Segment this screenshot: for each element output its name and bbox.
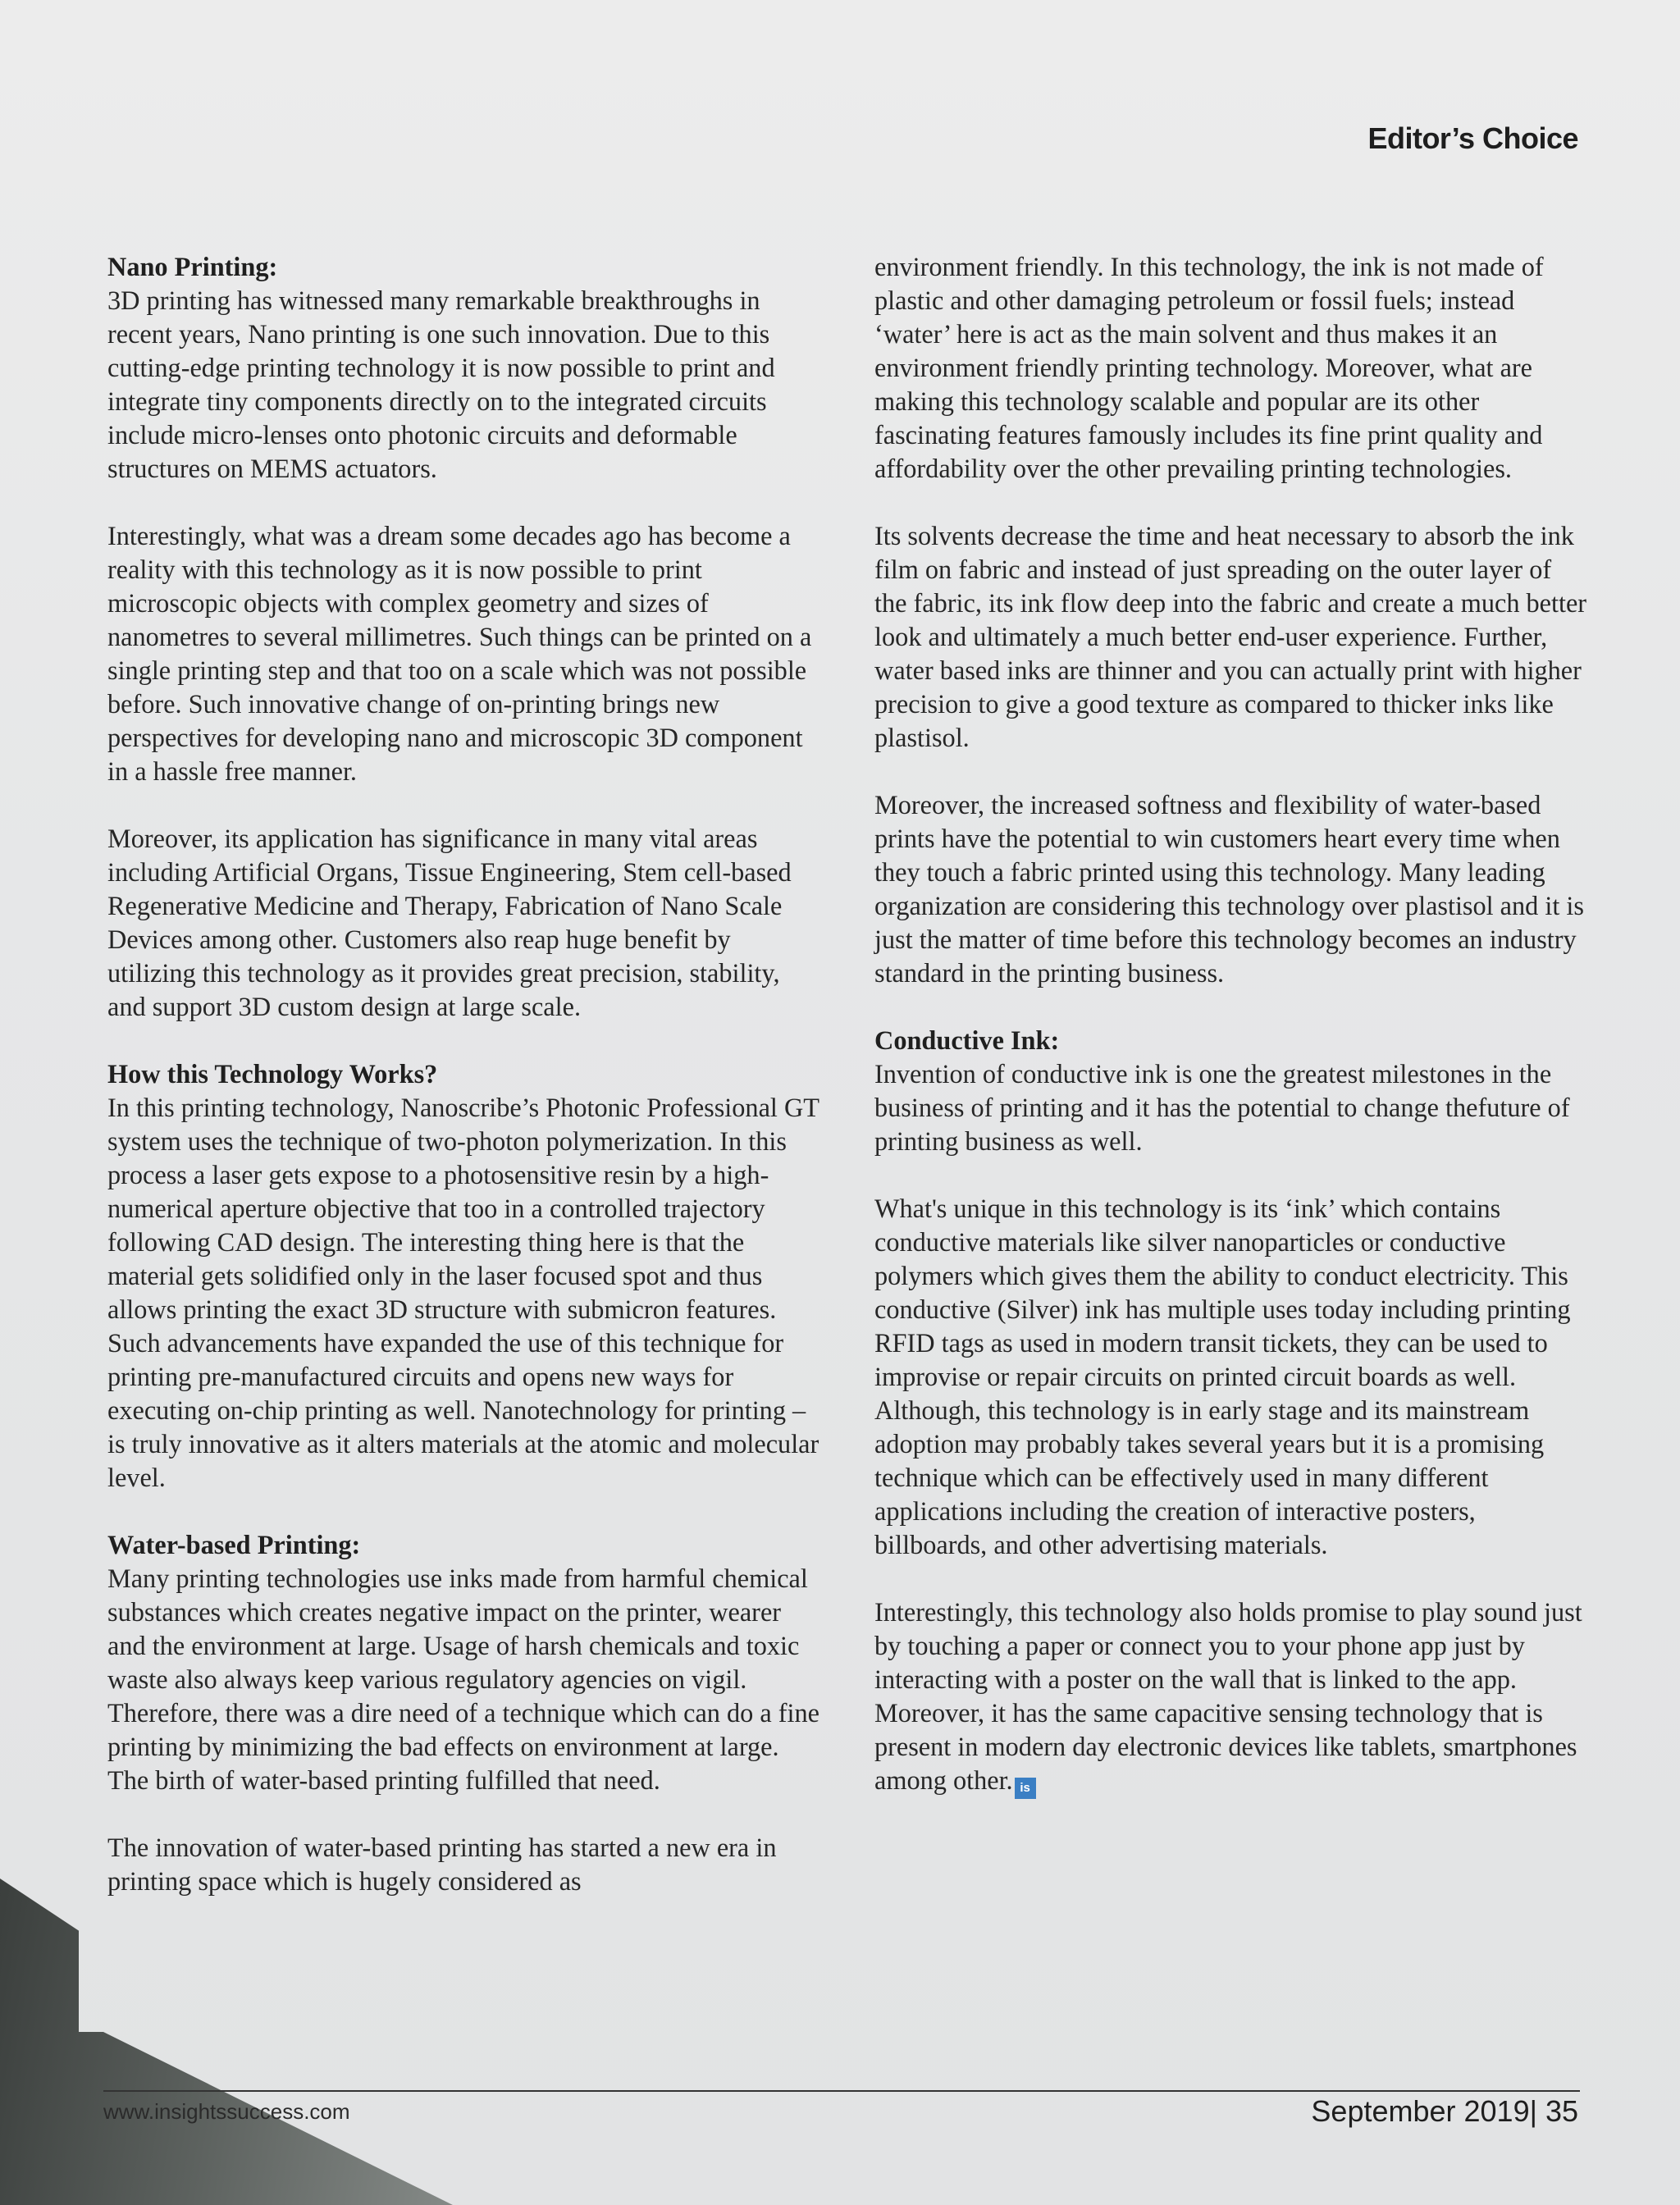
- closing-paragraph: [874, 1596, 1588, 1799]
- footer-website: www.insightssuccess.com: [103, 2099, 350, 2124]
- right-column: [874, 250, 1588, 1833]
- paragraph: The innovation of water-based printing has started a new era in printing space which is hugely considered as: [107, 1833, 777, 1896]
- paragraph: Moreover, its application has significance in many vital areas including Artificial Organs, Tissue Engineering, Stem cell-based Regenerative Medicine and Therapy, Fabrication of Nano Scale Devices among other. Customers also reap huge benefit by utilizing this technology as it provides great precision, stability, and support 3D custom design at large scale.: [107, 824, 792, 1021]
- paragraph: Invention of conductive ink is one the greatest milestones in the business of printing and it has the potential to change thefuture of printing business as well.: [874, 1059, 1570, 1156]
- heading-conductive-ink: Conductive Ink:: [874, 1025, 1060, 1055]
- paragraph-text: Interestingly, this technology also holds promise to play sound just by touching a paper or connect you to your phone app just by interacting with a poster on the wall that is linked to the app. Moreover, it has the same capacitive sensing technology that is present in modern day electronic devices like tablets, smartphones among other.: [874, 1597, 1582, 1795]
- left-column: [107, 250, 821, 1932]
- paragraph: In this printing technology, Nanoscribe’s Photonic Professional GT system uses the technique of two-photon polymerization. In this process a laser gets expose to a photosensitive resin by a high-numerical aperture objective that too in a controlled trajectory following CAD design. The interesting thing here is that the material gets solidified only in the laser focused spot and thus allows printing the exact 3D structure with submicron features. Such advancements have expanded the use of this technique for printing pre-manufactured circuits and opens new ways for executing on-chip printing as well. Nanotechnology for printing – is truly innovative as it alters materials at the atomic and molecular level.: [107, 1093, 819, 1492]
- paragraph: Its solvents decrease the time and heat necessary to absorb the ink film on fabric and instead of just spreading on the outer layer of the fabric, its ink flow deep into the fabric and create a much better look and ultimately a much better end-user experience. Further, water based inks are thinner and you can actually print with higher precision to give a good texture as compared to thicker inks like plastisol.: [874, 521, 1587, 752]
- paragraph: environment friendly. In this technology, the ink is not made of plastic and other damaging petroleum or fossil fuels; instead ‘water’ here is act as the main solvent and thus makes it an environment friendly printing technology. Moreover, what are making this technology scalable and popular are its other fascinating features famously includes its fine print quality and affordability over the other prevailing printing technologies.: [874, 252, 1544, 483]
- paragraph: 3D printing has witnessed many remarkable breakthroughs in recent years, Nano printing is one such innovation. Due to this cutting-edge printing technology it is now possible to print and integrate tiny components directly on to the integrated circuits include micro-lenses onto photonic circuits and deformable structures on MEMS actuators.: [107, 285, 775, 483]
- paragraph: Many printing technologies use inks made from harmful chemical substances which creates negative impact on the printer, wearer and the environment at large. Usage of harsh chemicals and toxic waste also always keep various regulatory agencies on vigil. Therefore, there was a dire need of a technique which can do a fine printing by minimizing the bad effects on environment at large. The birth of water-based printing fulfilled that need.: [107, 1564, 819, 1795]
- footer-page-info: September 2019| 35: [1311, 2094, 1578, 2128]
- heading-nano-printing: Nano Printing:: [107, 252, 278, 281]
- heading-water-based-printing: Water-based Printing:: [107, 1530, 361, 1559]
- paragraph: Interestingly, what was a dream some decades ago has become a reality with this technology as it is now possible to print microscopic objects with complex geometry and sizes of nanometres to several millimetres. Such things can be printed on a single printing step and that too on a scale which was not possible before. Such innovative change of on-printing brings new perspectives for developing nano and microscopic 3D component in a hassle free manner.: [107, 521, 812, 786]
- footer-divider: [103, 2090, 1580, 2092]
- heading-how-technology-works: How this Technology Works?: [107, 1059, 438, 1089]
- section-title: Editor’s Choice: [1367, 121, 1578, 155]
- paragraph: Moreover, the increased softness and flexibility of water-based prints have the potential to win customers heart every time when they touch a fabric printed using this technology. Many leading organization are considering this technology over plastisol and it is just the matter of time before this technology becomes an industry standard in the printing business.: [874, 790, 1584, 988]
- end-mark-icon: is: [1015, 1778, 1036, 1799]
- paragraph: What's unique in this technology is its ‘ink’ which contains conductive materials like silver nanoparticles or conductive polymers which gives them the ability to conduct electricity. This conductive (Silver) ink has multiple uses today including printing RFID tags as used in modern transit tickets, they can be used to improvise or repair circuits on printed circuit boards as well. Although, this technology is in early stage and its mainstream adoption may probably takes several years but it is a promising technique which can be effectively used in many different applications including the creation of interactive posters, billboards, and other advertising materials.: [874, 1194, 1571, 1559]
